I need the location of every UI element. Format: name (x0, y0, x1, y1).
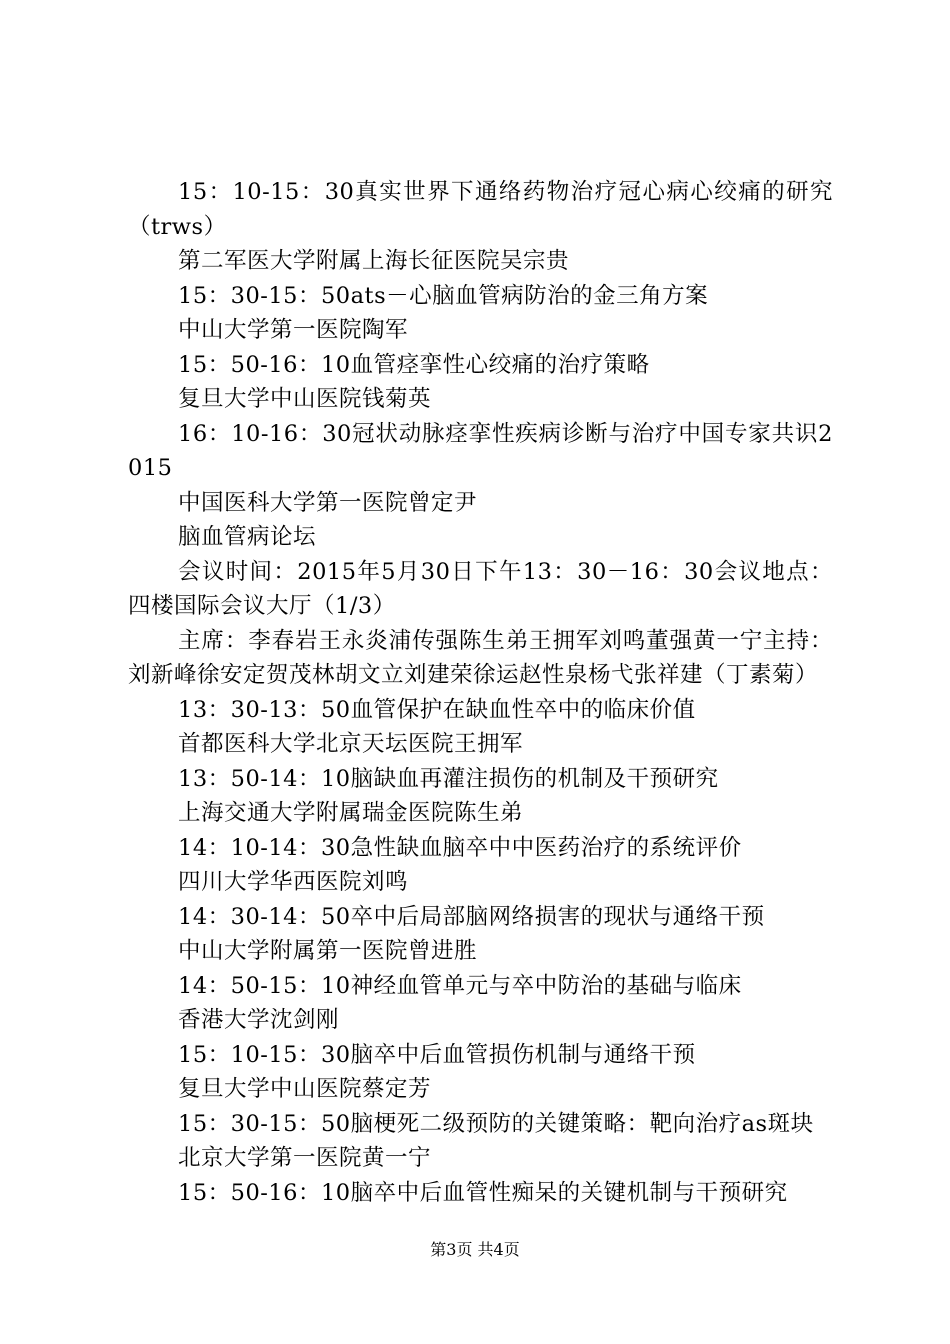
paragraph: 15：10-15：30脑卒中后血管损伤机制与通络干预 (178, 1041, 696, 1068)
paragraph: 中国医科大学第一医院曾定尹 (178, 489, 478, 516)
paragraph: 主席：李春岩王永炎浦传强陈生弟王拥军刘鸣董强黄一宁主持：刘新峰徐安定贺茂林胡文立刘建荣徐运赵性泉杨弋张祥建（丁素菊） (128, 627, 833, 688)
paragraph: 复旦大学中山医院蔡定芳 (178, 1076, 432, 1102)
paragraph: 13：50-14：10脑缺血再灌注损伤的机制及干预研究 (178, 765, 719, 792)
paragraph: 第二军医大学附属上海长征医院吴宗贵 (178, 248, 570, 274)
paragraph: 北京大学第一医院黄一宁 (178, 1145, 432, 1171)
paragraph: 16：10-16：30冠状动脉痉挛性疾病诊断与治疗中国专家共识2015 (128, 420, 833, 481)
section-heading: 脑血管病论坛 (178, 524, 317, 550)
paragraph: 复旦大学中山医院钱菊英 (178, 386, 432, 412)
paragraph: 15：30-15：50ats－心脑血管病防治的金三角方案 (178, 282, 709, 309)
paragraph: 14：30-14：50卒中后局部脑网络损害的现状与通络干预 (178, 903, 765, 930)
paragraph: 香港大学沈剑刚 (178, 1007, 340, 1033)
page-footer: 第3页 共4页 (430, 1240, 520, 1259)
paragraph: 15：30-15：50脑梗死二级预防的关键策略：靶向治疗as斑块 (178, 1110, 814, 1137)
paragraph: 14：10-14：30急性缺血脑卒中中医药治疗的系统评价 (178, 834, 742, 861)
paragraph: 15：50-16：10脑卒中后血管性痴呆的关键机制与干预研究 (178, 1179, 788, 1206)
paragraph: 会议时间：2015年5月30日下午13：30－16：30会议地点：四楼国际会议大厅（1/3） (128, 558, 833, 619)
paragraph: 14：50-15：10神经血管单元与卒中防治的基础与临床 (178, 972, 742, 999)
paragraph: 中山大学第一医院陶军 (178, 317, 409, 343)
paragraph: 上海交通大学附属瑞金医院陈生弟 (178, 800, 524, 826)
paragraph: 15：10-15：30真实世界下通络药物治疗冠心病心绞痛的研究（trws） (128, 179, 833, 240)
paragraph: 15：50-16：10血管痉挛性心绞痛的治疗策略 (178, 351, 650, 378)
paragraph: 13：30-13：50血管保护在缺血性卒中的临床价值 (178, 696, 696, 723)
paragraph: 中山大学附属第一医院曾进胜 (178, 938, 478, 964)
document-body (128, 175, 833, 1210)
paragraph: 四川大学华西医院刘鸣 (178, 869, 409, 895)
paragraph: 首都医科大学北京天坛医院王拥军 (178, 731, 524, 757)
